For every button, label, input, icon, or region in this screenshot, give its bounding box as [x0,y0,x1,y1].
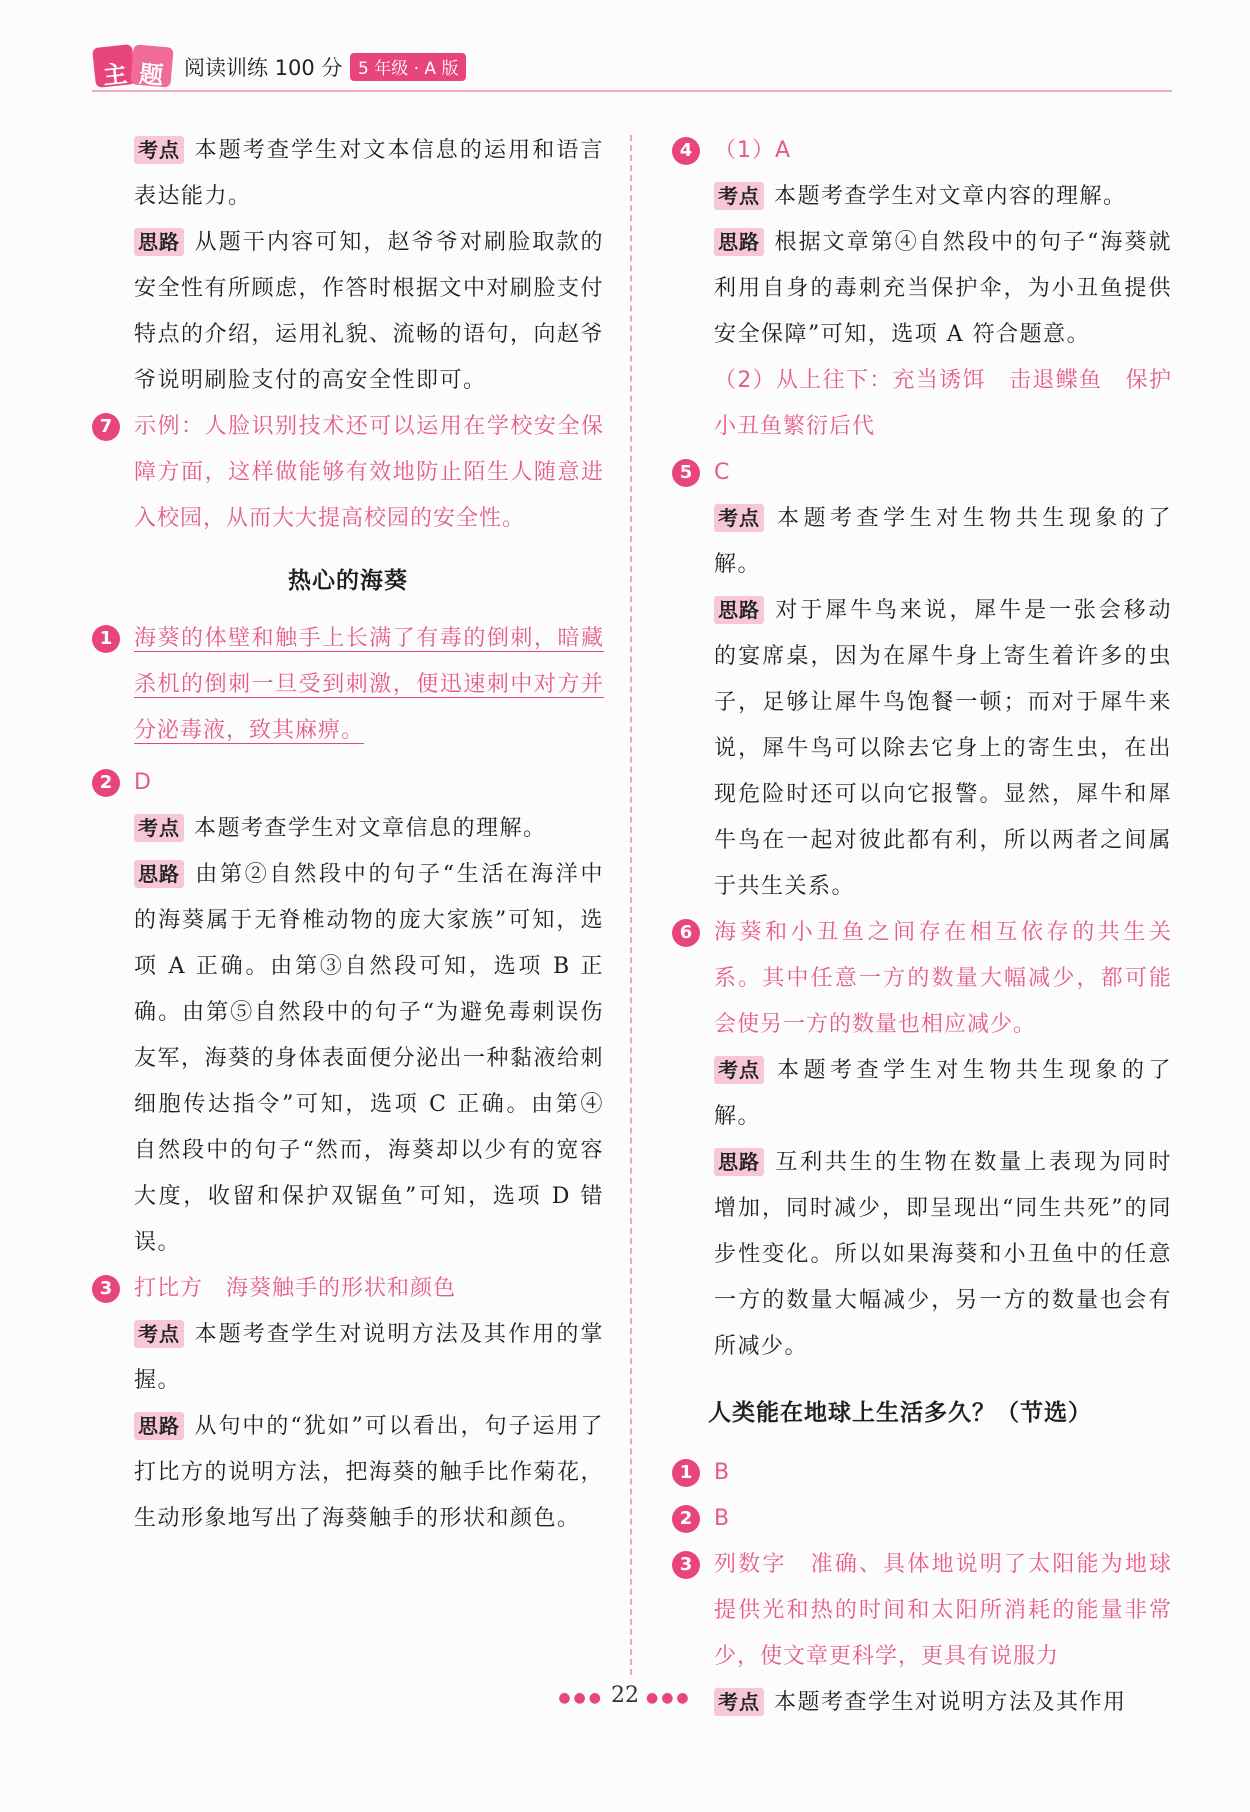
page-number: 22 [611,1683,639,1708]
kaodian-text: 本题考查学生对文章内容的理解。 [774,184,1127,209]
answer-text: 列数字 准确、具体地说明了太阳能为地球提供光和热的时间和太阳所消耗的能量非常少，使文章更科学，更具有说服力 [714,1552,1172,1669]
answer-item [672,1450,1172,1496]
question-number-badge: 1 [672,1459,700,1487]
question-number-badge: 1 [92,625,120,653]
kaodian-tag: 考点 [134,136,184,164]
silu-tag: 思路 [714,228,764,256]
silu-tag: 思路 [714,596,764,624]
answer-item [92,760,604,806]
answer-text: B [714,1460,731,1485]
grade-badge: 5 年级 · A 版 [350,53,466,81]
silu-text: 互利共生的生物在数量上表现为同时增加，同时减少，即呈现出“同生共死”的同步性变化。所以如果海葵和小丑鱼中的任意一方的数量大幅减少，另一方的数量也会有所减少。 [714,1150,1172,1359]
footer-dots-left: ●●● [558,1690,604,1706]
kaodian-block [672,496,1172,588]
answer-text: 海葵的体壁和触手上长满了有毒的倒刺，暗藏杀机的倒刺一旦受到刺激，便迅速刺中对方并分泌毒液，致其麻痹。 [134,626,604,743]
kaodian-tag: 考点 [714,1688,764,1716]
answer-item [92,1266,604,1312]
question-number-badge: 6 [672,919,700,947]
kaodian-tag: 考点 [134,814,184,842]
kaodian-block [92,1312,604,1404]
silu-text: 对于犀牛鸟来说，犀牛是一张会移动的宴席桌，因为在犀牛身上寄生着许多的虫子，足够让犀牛鸟饱餐一顿；而对于犀牛来说，犀牛鸟可以除去它身上的寄生虫，在出现危险时还可以向它报警。显然，犀牛和犀牛鸟在一起对彼此都有利，所以两者之间属于共生关系。 [714,598,1172,899]
question-number-badge: 4 [672,137,700,165]
question-number-badge: 5 [672,459,700,487]
silu-text: 根据文章第④自然段中的句子“海葵就利用自身的毒刺充当保护伞，为小丑鱼提供安全保障”可知，选项 A 符合题意。 [714,230,1172,347]
answer-item [672,450,1172,496]
question-number-badge: 2 [92,769,120,797]
silu-block [92,220,604,404]
question-number-badge: 3 [92,1275,120,1303]
kaodian-block [672,1048,1172,1140]
answer-item [672,1496,1172,1542]
kaodian-text: 本题考查学生对说明方法及其作用的掌握。 [134,1322,604,1393]
silu-block [92,1404,604,1542]
section-title: 热心的海葵 [288,568,408,594]
kaodian-block [92,806,604,852]
silu-tag: 思路 [134,860,184,888]
kaodian-tag: 考点 [714,504,764,532]
answer-item [92,616,604,754]
answer-item [672,128,1172,174]
book-title: 阅读训练 100 分 [184,56,343,80]
kaodian-block [672,174,1172,220]
kaodian-tag: 考点 [134,1320,184,1348]
silu-text: 从题干内容可知，赵爷爷对刷脸取款的安全性有所顾虑，作答时根据文中对刷脸支付特点的介绍，运用礼貌、流畅的语句，向赵爷爷说明刷脸支付的高安全性即可。 [134,230,605,393]
silu-text: 由第②自然段中的句子“生活在海洋中的海葵属于无脊椎动物的庞大家族”可知，选项 A 正确。由第③自然段可知，选项 B 正确。由第⑤自然段中的句子“为避免毒刺误伤友军，海葵的身体表面便分泌出一种黏液给刺细胞传达指令”可知，选项 C 正确。由第④自然段中的句子“然而，海葵却以少有的宽容大度，收留和保护双锯鱼”可知，选项 D 错误。 [134,862,605,1255]
header-rule [92,90,1172,92]
answer-item [672,1542,1172,1680]
kaodian-text: 本题考查学生对生物共生现象的了解。 [714,506,1172,577]
brand-logo [92,42,178,90]
left-column [92,128,604,1542]
answer-item [672,358,1172,450]
question-number-badge: 2 [672,1505,700,1533]
kaodian-tag: 考点 [714,182,764,210]
silu-block [92,852,604,1266]
answer-text: （1）A [714,138,792,163]
answer-text: B [714,1506,731,1531]
answer-text: D [134,770,152,795]
brand-char-2: 题 [138,59,165,90]
section-title: 人类能在地球上生活多久？（节选） [708,1400,1092,1426]
footer-dots-right: ●●● [646,1690,692,1706]
silu-tag: 思路 [134,228,184,256]
column-divider [630,135,632,1675]
brand-char-1: 主 [101,59,129,91]
answer-text: 示例：人脸识别技术还可以运用在学校安全保障方面，这样做能够有效地防止陌生人随意进入校园，从而大大提高校园的安全性。 [134,414,604,531]
page-footer [0,1683,1250,1708]
page-header [92,42,1172,92]
kaodian-text: 本题考查学生对文本信息的运用和语言表达能力。 [134,138,604,209]
silu-tag: 思路 [134,1412,184,1440]
silu-text: 从句中的“犹如”可以看出，句子运用了打比方的说明方法，把海葵的触手比作菊花，生动形象地写出了海葵触手的形状和颜色。 [134,1414,605,1531]
answer-text: （2）从上往下：充当诱饵 击退鲽鱼 保护小丑鱼繁衍后代 [714,368,1172,439]
silu-tag: 思路 [714,1148,764,1176]
answer-text: 打比方 海葵触手的形状和颜色 [134,1276,457,1301]
answer-item [92,404,604,542]
question-number-badge: 3 [672,1551,700,1579]
answer-item [672,910,1172,1048]
question-number-badge: 7 [92,413,120,441]
right-column [672,128,1172,1726]
silu-block [672,1140,1172,1370]
kaodian-text: 本题考查学生对文章信息的理解。 [194,816,547,841]
silu-block [672,588,1172,910]
answer-text: 海葵和小丑鱼之间存在相互依存的共生关系。其中任意一方的数量大幅减少，都可能会使另一方的数量也相应减少。 [714,920,1172,1037]
kaodian-text: 本题考查学生对说明方法及其作用 [774,1690,1127,1715]
kaodian-block [92,128,604,220]
kaodian-tag: 考点 [714,1056,764,1084]
answer-text: C [714,460,731,485]
silu-block [672,220,1172,358]
kaodian-text: 本题考查学生对生物共生现象的了解。 [714,1058,1172,1129]
